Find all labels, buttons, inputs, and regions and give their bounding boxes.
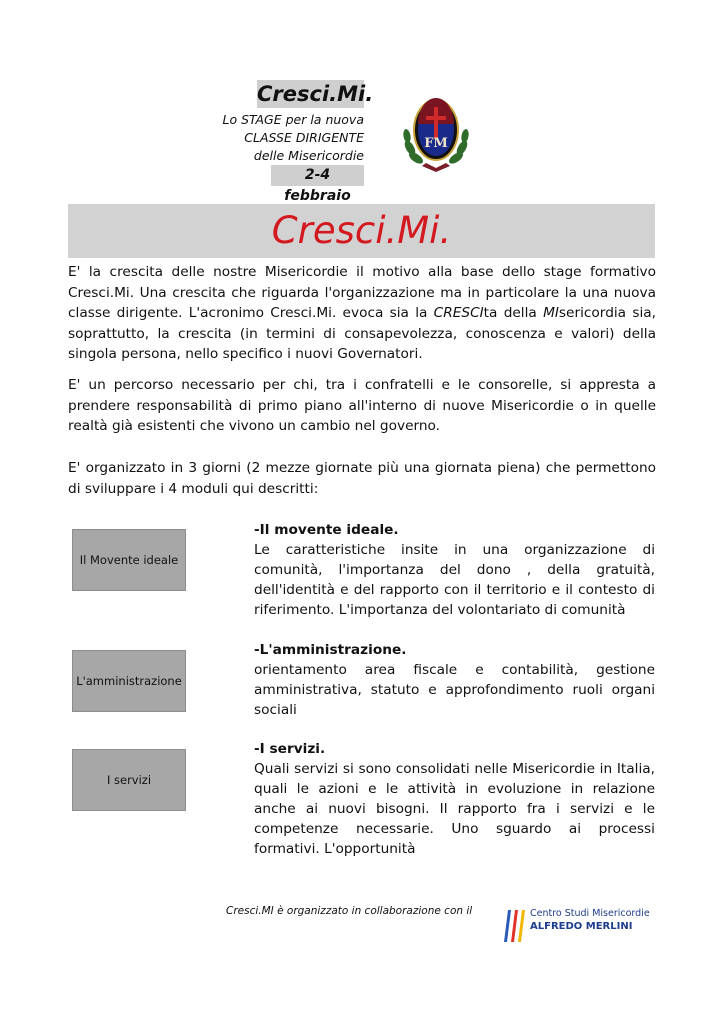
- module-title: -Il movente ideale.: [254, 522, 399, 538]
- intro-paragraph-1: E' la crescita delle nostre Misericordie il motivo alla base dello stage formativo Cresci.Mi. Una crescita che riguarda l'organizzazione ma in particolare la una nuova classe dirigente. L'acronimo Cresci.Mi. evoca sia la CRESCIta della MIsericordia sia, soprattutto, la crescita (in termini di consapevolezza, conoscenza e valori) della singola persona, nello specifico i nuovi Governatori.: [68, 264, 657, 362]
- module-title: -I servizi.: [254, 741, 326, 757]
- module-servizi: [254, 739, 655, 859]
- module-box-movente: Il Movente ideale: [72, 529, 186, 591]
- header-dates: 2-4 febbraio: [271, 165, 364, 186]
- logo-line-1: Centro Studi Misericordie: [530, 908, 650, 919]
- logo-line-2: ALFREDO MERLINI: [530, 921, 633, 932]
- header-title: Cresci.Mi.: [257, 82, 374, 106]
- module-description: orientamento area fiscale e contabilità, gestione amministrativa, statuto e approfondimento ruoli organi sociali: [254, 662, 655, 718]
- module-description: Le caratteristiche insite in una organizzazione di comunità, l'importanza del dono , della gratuità, dell'identità e del rapporto con il territorio e il contesto di riferimento. L'importanza del volontariato di comunità: [254, 542, 655, 618]
- header-line-3: delle Misericordie: [253, 148, 364, 163]
- header-line-1: Lo STAGE per la nuova: [222, 112, 364, 127]
- misericordia-emblem: [400, 92, 472, 174]
- module-box-servizi: I servizi: [72, 749, 186, 811]
- intro-paragraph-3: E' organizzato in 3 giorni (2 mezze giornate più una giornata piena) che permettono di sviluppare i 4 moduli qui descritti:: [68, 460, 656, 497]
- module-title: -L'amministrazione.: [254, 642, 407, 658]
- module-description: Quali servizi si sono consolidati nelle Misericordie in Italia, quali le azioni e le attività in evoluzione in relazione anche ai nuovi bisogni. Il rapporto fra i servizi e le competenze necessarie. Uno sguardo ai processi formativi. L'opportunità: [254, 761, 655, 857]
- centro-studi-logo: [530, 907, 650, 933]
- module-amministrazione: [254, 640, 655, 720]
- emblem-icon: [400, 92, 472, 174]
- banner-title: Cresci.Mi.: [68, 204, 655, 258]
- module-box-amministrazione: L'amministrazione: [72, 650, 186, 712]
- module-movente: [254, 520, 655, 620]
- header-line-2: CLASSE DIRIGENTE: [244, 130, 364, 145]
- emblem-letters: FM: [424, 136, 448, 151]
- centro-studi-logo-icon: [500, 906, 526, 944]
- footer-note: Cresci.MI è organizzato in collaborazione con il: [226, 905, 473, 917]
- intro-paragraph-2: E' un percorso necessario per chi, tra i confratelli e le consorelle, si appresta a prendere responsabilità di primo piano all'interno di nuove Misericordie o in quelle realtà già esistenti che vivono un cambio nel governo.: [68, 377, 656, 434]
